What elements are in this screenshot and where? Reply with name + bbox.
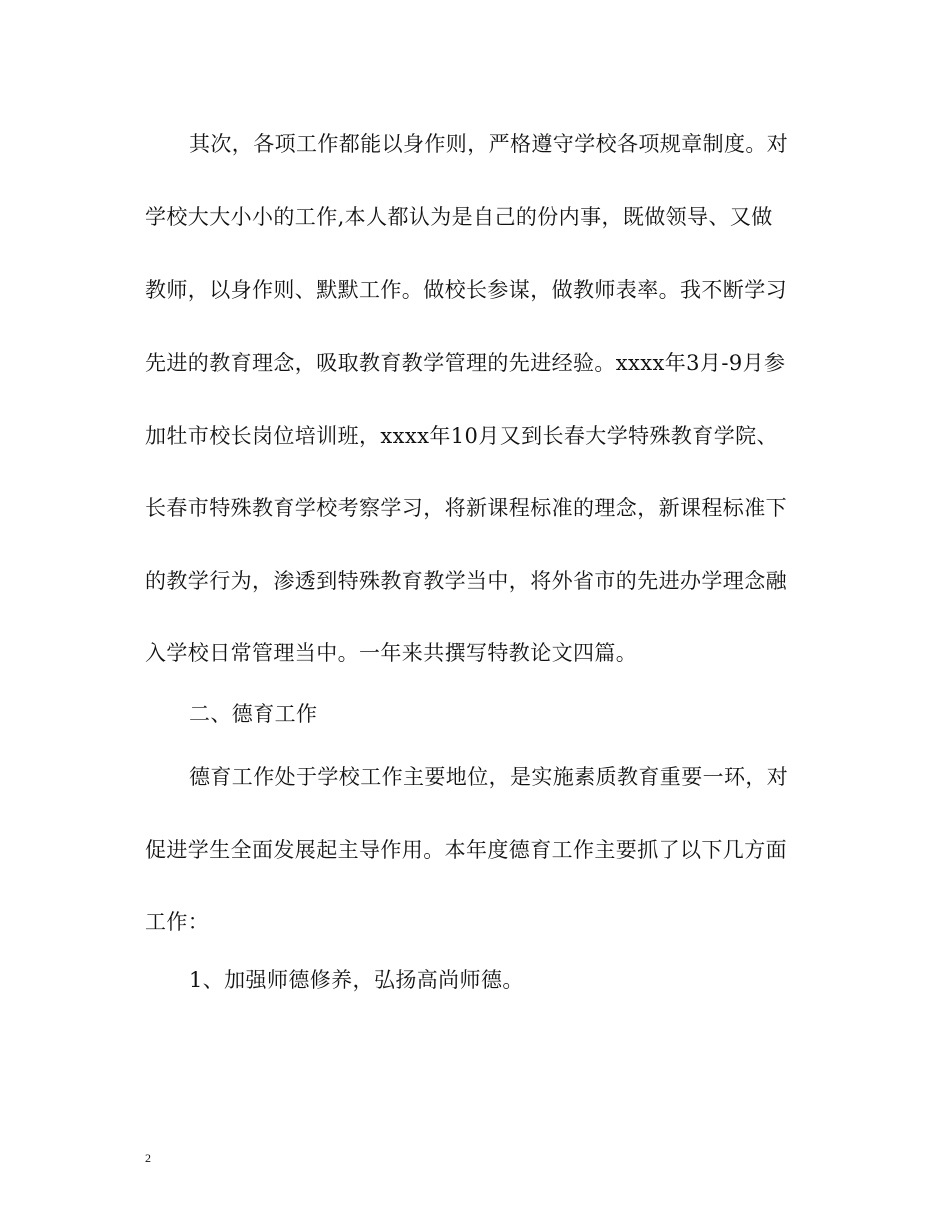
paragraph-line: 其次，各项工作都能以身作则，严格遵守学校各项规章制度。对 [189, 132, 789, 156]
paragraph-line: 入学校日常管理当中。一年来共撰写特教论文四篇。 [145, 641, 638, 665]
subsection-heading: 1、加强师德修养，弘扬高尚师德。 [189, 968, 524, 992]
paragraph-line: 先进的教育理念，吸取教育教学管理的先进经验。xxxx年3月-9月参 [145, 351, 786, 375]
section-heading: 二、德育工作 [189, 702, 318, 726]
paragraph-line: 促进学生全面发展起主导作用。本年度德育工作主要抓了以下几方面 [145, 838, 787, 862]
page-number: 2 [145, 1151, 151, 1165]
paragraph-line: 长春市特殊教育学校考察学习，将新课程标准的理念，新课程标准下 [145, 496, 787, 520]
paragraph-line: 教师，以身作则、默默工作。做校长参谋，做教师表率。我不断学习 [145, 278, 787, 302]
paragraph-line: 的教学行为，渗透到特殊教育教学当中，将外省市的先进办学理念融 [145, 569, 787, 593]
paragraph-line: 工作： [145, 910, 210, 934]
paragraph-line: 加牡市校长岗位培训班，xxxx年10月又到长春大学特殊教育学院、 [145, 424, 778, 448]
paragraph-line: 德育工作处于学校工作主要地位，是实施素质教育重要一环，对 [189, 765, 789, 789]
paragraph-line: 学校大大小小的工作,本人都认为是自己的份内事，既做领导、又做 [145, 205, 773, 229]
